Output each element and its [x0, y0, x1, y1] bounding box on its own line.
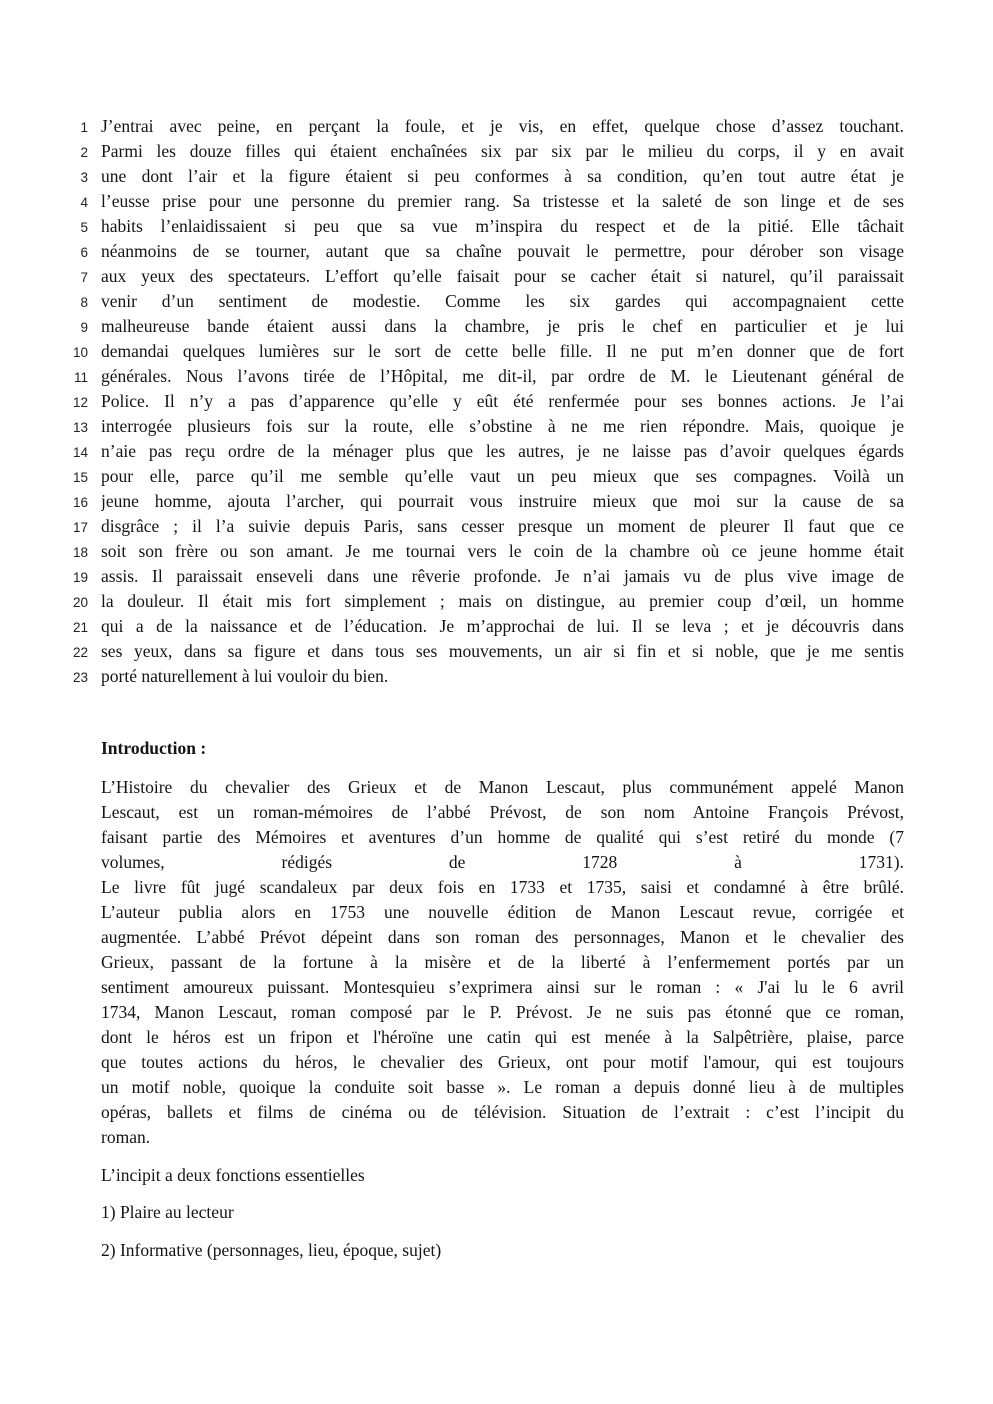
excerpt-line-row: [0, 589, 993, 614]
introduction-heading: Introduction :: [101, 738, 207, 758]
paragraph-line: 1734, Manon Lescaut, roman composé par le P. Prévost. Je ne suis pas étonné que ce roman,: [101, 1002, 904, 1022]
excerpt-line-row: [0, 489, 993, 514]
paragraph-line: dont le héros est un fripon et l'héroïne une catin qui est menée à la Salpêtrière, plaise, parce: [101, 1027, 904, 1047]
paragraph-line: Lescaut, est un roman-mémoires de l’abbé Prévost, de son nom Antoine François Prévost,: [101, 802, 904, 822]
excerpt-line-row: [0, 289, 993, 314]
line-number: 18: [72, 545, 88, 560]
paragraph-line: que toutes actions du héros, le chevalier des Grieux, ont pour motif l'amour, qui est toujours: [101, 1052, 904, 1072]
line-text: soit son frère ou son amant. Je me tournai vers le coin de la chambre où ce jeune homme était: [101, 541, 904, 561]
excerpt-line-row: [0, 214, 993, 239]
line-text: néanmoins de se tourner, autant que sa chaîne pouvait le permettre, pour dérober son visage: [101, 241, 904, 261]
paragraph-line: Grieux, passant de la fortune à la misère et de la liberté à l’enfermement portés par un: [101, 952, 904, 972]
line-number: 3: [80, 170, 88, 185]
line-number: 23: [72, 670, 88, 685]
line-number: 1: [80, 120, 88, 135]
line-text: habits l’enlaidissaient si peu que sa vue m’inspira du respect et de la pitié. Elle tâchait: [101, 216, 904, 236]
line-text: n’aie pas reçu ordre de la ménager plus que les autres, je ne laisse pas d’avoir quelques égards: [101, 441, 904, 461]
line-number: 7: [80, 270, 88, 285]
line-text: Police. Il n’y a pas d’apparence qu’elle y eût été renfermée pour ses bonnes actions. Je l’ai: [101, 391, 904, 411]
line-text: jeune homme, ajouta l’archer, qui pourrait vous instruire mieux que moi sur la cause de sa: [101, 491, 904, 511]
paragraph-line: roman.: [101, 1127, 151, 1147]
excerpt-line-row: [0, 239, 993, 264]
incipit-functions-line: L’incipit a deux fonctions essentielles: [101, 1164, 365, 1185]
line-number: 17: [72, 520, 88, 535]
line-text: demandai quelques lumières sur le sort de cette belle fille. Il ne put m’en donner que de fort: [101, 341, 904, 361]
line-text: générales. Nous l’avons tirée de l’Hôpital, me dit-il, par ordre de M. le Lieutenant général de: [101, 366, 904, 386]
paragraph-line: volumes, rédigés de 1728 à 1731).: [101, 852, 904, 872]
line-number: 10: [72, 345, 88, 360]
excerpt-line-row: [0, 639, 993, 664]
line-text: Parmi les douze filles qui étaient enchaînées six par six par le milieu du corps, il y en avait: [101, 141, 904, 161]
line-text: ses yeux, dans sa figure et dans tous ses mouvements, un air si fin et si noble, que je me sentis: [101, 641, 904, 661]
paragraph-line: un motif noble, quoique la conduite soit basse ». Le roman a depuis donné lieu à de multiples: [101, 1077, 904, 1097]
paragraph-line: augmentée. L’abbé Prévot dépeint dans son roman des personnages, Manon et le chevalier des: [101, 927, 904, 947]
paragraph-line: Le livre fût jugé scandaleux par deux fois en 1733 et 1735, saisi et condamné à être brûlé.: [101, 877, 904, 897]
excerpt-line-row: [0, 364, 993, 389]
excerpt-line-row: [0, 314, 993, 339]
line-number: 8: [80, 295, 88, 310]
excerpt-line-row: [0, 539, 993, 564]
paragraph-line: L’auteur publia alors en 1753 une nouvelle édition de Manon Lescaut revue, corrigée et: [101, 902, 904, 922]
line-number: 12: [72, 395, 88, 410]
function-items: [101, 1200, 904, 1263]
line-number: 19: [72, 570, 88, 585]
excerpt-line-row: [0, 614, 993, 639]
excerpt-line-row: [0, 189, 993, 214]
paragraph-line: sentiment amoureux puissant. Montesquieu s’exprimera ainsi sur le roman : « J'ai lu le 6 avril: [101, 977, 904, 997]
line-number: 4: [80, 195, 88, 210]
line-text: qui a de la naissance et de l’éducation. Je m’approchai de lui. Il se leva ; et je découvris dans: [101, 616, 904, 636]
numbered-excerpt: [0, 114, 993, 689]
line-number: 9: [80, 320, 88, 335]
excerpt-line-row: [0, 664, 993, 689]
paragraph-line: L’Histoire du chevalier des Grieux et de Manon Lescaut, plus communément appelé Manon: [101, 777, 904, 797]
line-number: 13: [72, 420, 88, 435]
line-number: 15: [72, 470, 88, 485]
line-number: 16: [72, 495, 88, 510]
line-text: interrogée plusieurs fois sur la route, elle s’obstine à ne me rien répondre. Mais, quoique je: [101, 416, 904, 436]
introduction-paragraph: [101, 775, 904, 1150]
line-text: assis. Il paraissait enseveli dans une rêverie profonde. Je n’ai jamais vu de plus vive image de: [101, 566, 904, 586]
paragraph-line: opéras, ballets et films de cinéma ou de télévision. Situation de l’extrait : c’est l’incipit du: [101, 1102, 904, 1122]
line-text: disgrâce ; il l’a suivie depuis Paris, sans cesser presque un moment de pleurer Il faut que ce: [101, 516, 904, 536]
line-number: 21: [72, 620, 88, 635]
excerpt-line-row: [0, 139, 993, 164]
excerpt-line-row: [0, 114, 993, 139]
line-number: 2: [80, 145, 88, 160]
excerpt-line-row: [0, 339, 993, 364]
line-number: 14: [72, 445, 88, 460]
excerpt-line-row: [0, 514, 993, 539]
function-item: 2) Informative (personnages, lieu, époque, sujet): [101, 1239, 442, 1260]
line-text: l’eusse prise pour une personne du premier rang. Sa tristesse et la saleté de son linge et de ses: [101, 191, 904, 211]
excerpt-line-row: [0, 464, 993, 489]
line-text: une dont l’air et la figure étaient si peu conformes à sa condition, qu’en tout autre état je: [101, 166, 904, 186]
excerpt-line-row: [0, 389, 993, 414]
line-number: 11: [73, 370, 88, 385]
excerpt-line-row: [0, 564, 993, 589]
line-text: venir d’un sentiment de modestie. Comme les six gardes qui accompagnaient cette: [101, 291, 904, 311]
excerpt-line-row: [0, 414, 993, 439]
excerpt-line-row: [0, 439, 993, 464]
line-number: 20: [72, 595, 88, 610]
line-number: 5: [80, 220, 88, 235]
line-text: porté naturellement à lui vouloir du bien.: [101, 666, 389, 686]
line-text: la douleur. Il était mis fort simplement ; mais on distingue, au premier coup d’œil, un homme: [101, 591, 904, 611]
excerpt-line-row: [0, 164, 993, 189]
introduction-section: [101, 736, 904, 1275]
line-number: 22: [72, 645, 88, 660]
line-number: 6: [80, 245, 88, 260]
function-item: 1) Plaire au lecteur: [101, 1202, 234, 1222]
paragraph-line: faisant partie des Mémoires et aventures d’un homme de qualité qui s’est retiré du monde (7: [101, 827, 904, 847]
excerpt-line-row: [0, 264, 993, 289]
line-text: J’entrai avec peine, en perçant la foule, et je vis, en effet, quelque chose d’assez touchant.: [101, 116, 904, 136]
line-text: aux yeux des spectateurs. L’effort qu’elle faisait pour se cacher était si naturel, qu’il paraissait: [101, 266, 904, 286]
line-text: pour elle, parce qu’il me semble qu’elle vaut un peu mieux que ses compagnes. Voilà un: [101, 466, 904, 486]
line-text: malheureuse bande étaient aussi dans la chambre, je pris le chef en particulier et je lui: [101, 316, 904, 336]
